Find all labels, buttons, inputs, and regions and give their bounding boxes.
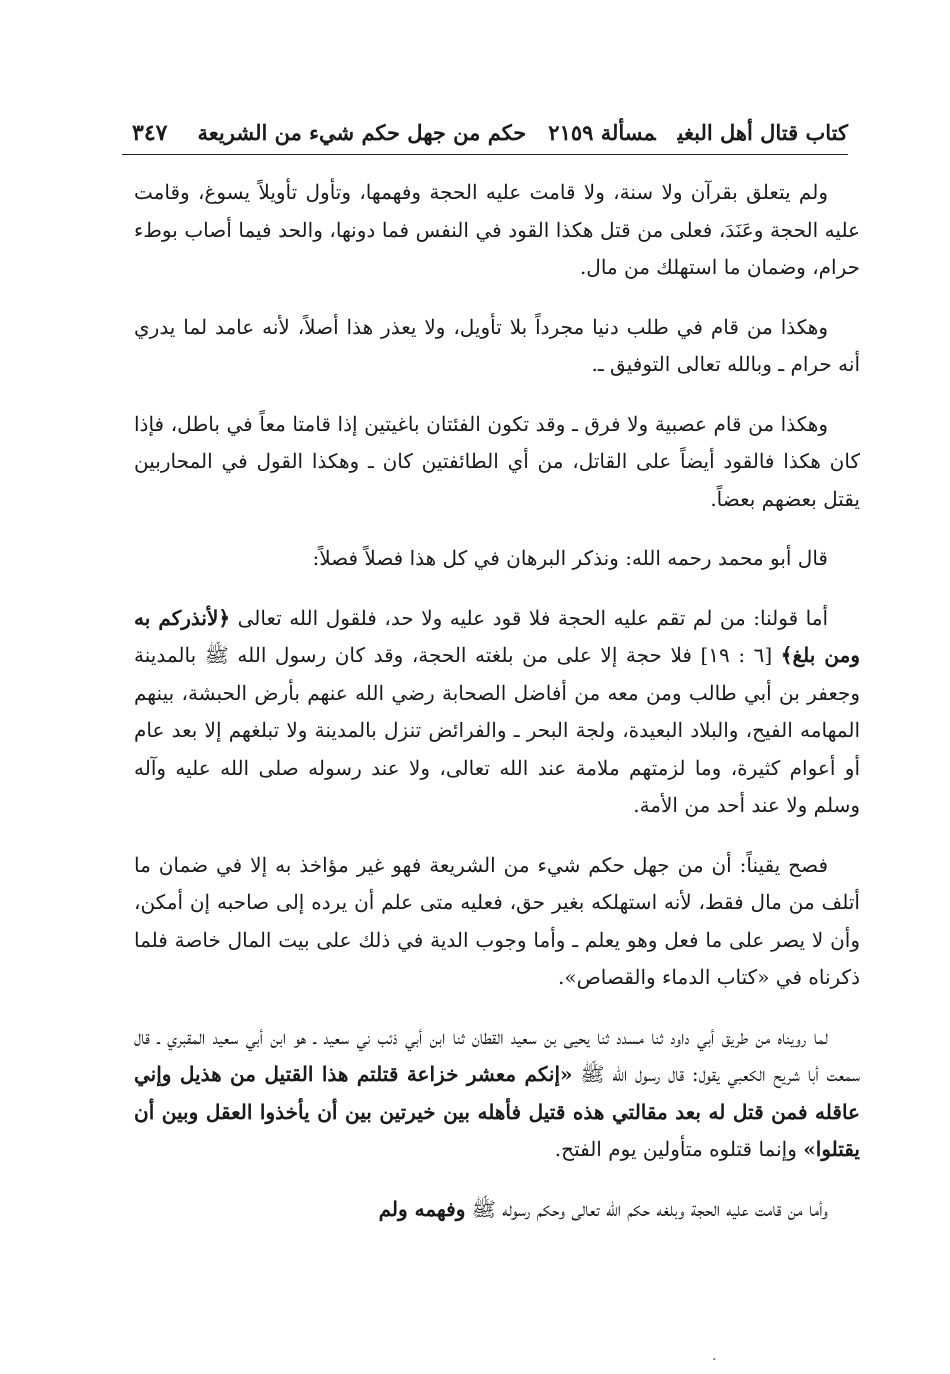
hadith-quote: «إنكم معشر خزاعة قتلتم هذا القتيل من هذيل وإني عاقله فمن قتل له بعد مقالتي هذه قتيل فأهله بين خيرتين بين أن يأخذوا العقل وبين أن يقتلوا»	[134, 1062, 860, 1161]
running-title	[176, 120, 848, 145]
paragraph-8	[134, 1191, 860, 1229]
scan-mark: ·	[712, 1352, 717, 1368]
paragraph-5-intro: أما قولنا: من لم تقم عليه الحجة فلا قود عليه ولا حد، فلقول الله تعالى	[237, 605, 829, 630]
paragraph-7-end: وإنما قتلوه متأولين يوم الفتح.	[554, 1137, 797, 1161]
paragraph-8-bold: وفهمه ولم	[378, 1196, 466, 1221]
paragraph-4: قال أبو محمد رحمه الله: ونذكر البرهان في كل هذا فصلاً فصلاً:	[312, 546, 828, 570]
page-header	[122, 110, 848, 155]
chapter-title: حكم من جهل حكم شيء من الشريعة	[197, 120, 527, 145]
paragraph-8-start: وأما من قامت عليه الحجة وبلغه حكم الله تعالى وحكم رسوله ﷺ	[471, 1196, 828, 1221]
quran-quote: ﴿لأنذركم به ومن بلغ﴾	[134, 605, 861, 667]
page-number: ٣٤٧	[132, 120, 168, 146]
paragraph-7	[134, 1019, 860, 1169]
paragraph-2: وهكذا من قام في طلب دنيا مجرداً بلا تأويل، ولا يعذر هذا أصلاً، لأنه عامد لما يدري أنه حرام ـ وبالله تعالى التوفيق ـ.	[134, 314, 860, 376]
isnad-text: لما رويناه من طريق أبي داود ثنا مسدد ثنا يحيى بن سعيد القطان ثنا ابن أبي ذئب ني سعيد ـ هو ابن أبي سعيد المقبري ـ قال سمعت أبا شريح الكعبي يقول: قال رسول الله ﷺ	[134, 1024, 861, 1086]
paragraph-5-body: [٦ : ١٩] فلا حجة إلا على من بلغته الحجة، وقد كان رسول الله ﷺ بالمدينة وجعفر بن أبي طالب ومن معه من أفاضل الصحابة رضي الله عنهم بأرض الحبشة، بينهم المهامه الفيح، والبلاد البعيدة، ولجة البحر ـ والفرائض تنزل بالمدينة ولا تبلغهم إلا بعد عام أو أعوام كثيرة، وما لزمتهم ملامة عند الله تعالى، ولا عند رسوله صلى الله عليه وآله وسلم ولا عند أحد من الأمة.	[134, 643, 861, 817]
paragraph-6: فصح يقيناً: أن من جهل حكم شيء من الشريعة فهو غير مؤاخذ به إلا في ضمان ما أتلف من مال فقط، لأنه استهلكه بغير حق، فعليه متى علم أن يرده إلى صاحبه إن أمكن، وأن لا يصر على ما فعل وهو يعلم ـ وأما وجوب الدية في ذلك على بيت المال خاصة فلما ذكرناه في «كتاب الدماء والقصاص».	[134, 852, 860, 989]
paragraph-5	[134, 600, 860, 825]
body-text	[134, 174, 860, 1250]
paragraph-1: ولم يتعلق بقرآن ولا سنة، ولا قامت عليه الحجة وفهمها، وتأول تأويلاً يسوغ، وقامت عليه الحجة وعَنَدَ، فعلى من قتل هكذا القود في النفس فما دونها، والحد فيما أصاب بوطء حرام، وضمان ما استهلك من مال.	[134, 180, 860, 279]
paragraph-3: وهكذا من قام عصبية ولا فرق ـ وقد تكون الفئتان باغيتين إذا قامتا معاً في باطل، فإذا كان هكذا فالقود أيضاً على القاتل، من أي الطائفتين كان ـ وهكذا القول في المحاربين يقتل بعضهم بعضاً.	[134, 411, 860, 511]
issue-number: مسألة ٢١٥٩	[548, 120, 656, 145]
book-title: كتاب قتال أهل البغي	[677, 120, 848, 145]
